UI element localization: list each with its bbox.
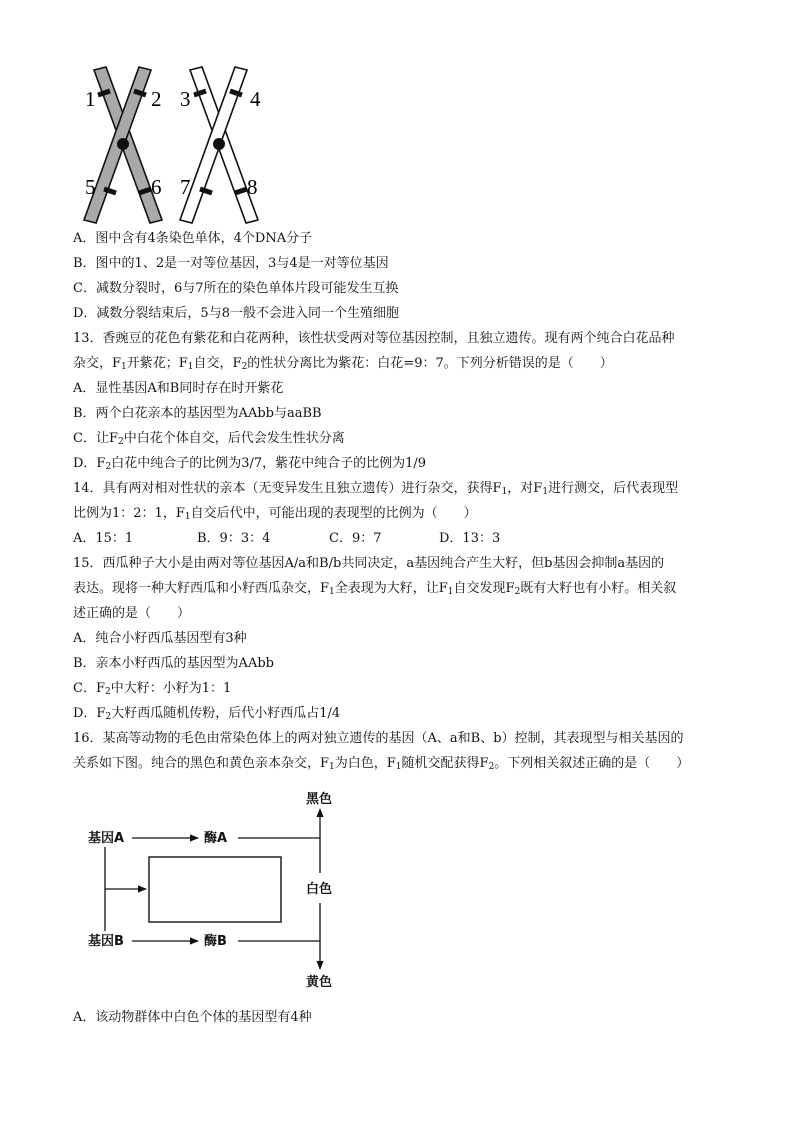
- label-5: 5: [85, 175, 96, 199]
- q13-option-b: B．两个白花亲本的基因型为AAbb与aaBB: [73, 406, 322, 421]
- pathway-diagram: [80, 785, 350, 995]
- q12-option-b: B．图中的1、2是一对等位基因，3与4是一对等位基因: [73, 256, 389, 271]
- q15-option-b: B．亲本小籽西瓜的基因型为AAbb: [73, 656, 274, 671]
- q14-stem-line1: 14．具有两对相对性状的亲本（无变异发生且独立遗传）进行杂交，获得$F_1$，对$F_1$进行测交，后代表现型: [73, 481, 679, 497]
- q14-options: [73, 529, 500, 549]
- q15-stem-line1: 15．西瓜种子大小是由两对等位基因A/a和B/b共同决定，a基因纯合产生大籽，但b基因会抑制a基因的: [73, 556, 665, 571]
- q16-option-a: A．该动物群体中白色个体的基因型有4种: [73, 1010, 312, 1025]
- label-2: 2: [151, 87, 162, 111]
- q12-option-a: A．图中含有4条染色单体，4个DNA分子: [73, 231, 313, 246]
- q12-option-c: C．减数分裂时，6与7所在的染色单体片段可能发生互换: [73, 281, 399, 296]
- q14-option-d: D．13：3: [439, 531, 501, 546]
- q16-stem-line1: 16．某高等动物的毛色由常染色体上的两对独立遗传的基因（A、a和B、b）控制，其表现型与相关基因的: [73, 731, 684, 746]
- q14-option-b: B．9：3：4: [197, 531, 271, 546]
- label-7: 7: [180, 175, 191, 199]
- gene-b-label: 基因B: [88, 934, 124, 949]
- q16-stem-line2: 关系如下图。纯合的黑色和黄色亲本杂交，$F_1$为白色，$F_1$随机交配获得$F_2$。下列相关叙述正确的是（ ）: [73, 756, 690, 772]
- q15-stem-line2: 表达。现将一种大籽西瓜和小籽西瓜杂交，$F_1$全表现为大籽，让$F_1$自交发现$F_2$既有大籽也有小籽。相关叙: [73, 581, 677, 597]
- chromosome-figure: [80, 62, 270, 227]
- q14-stem-line2: 比例为1：2：1，$F_1$自交后代中，可能出现的表现型的比例为（ ）: [73, 506, 477, 522]
- centromere-left: [117, 138, 129, 150]
- gene-a-label: 基因A: [88, 831, 125, 846]
- q13-stem-line2: 杂交，$F_1$开紫花；$F_1$自交，$F_2$的性状分离比为紫花：白花=9：7。下列分析错误的是（ ）: [73, 356, 613, 372]
- q15-option-a: A．纯合小籽西瓜基因型有3种: [73, 631, 247, 646]
- label-1: 1: [85, 87, 96, 111]
- label-3: 3: [180, 87, 191, 111]
- hybrid-box: [149, 857, 281, 922]
- centromere-right: [213, 138, 225, 150]
- q15-option-d: D．$F_2$大籽西瓜随机传粉，后代小籽西瓜占1/4: [73, 706, 341, 722]
- black-label: 黑色: [306, 792, 333, 807]
- yellow-label: 黄色: [306, 975, 333, 990]
- q13-stem-line1: 13．香豌豆的花色有紫花和白花两种，该性状受两对等位基因控制，且独立遗传。现有两个纯合白花品种: [73, 331, 675, 346]
- q14-option-c: C．9：7: [329, 531, 382, 546]
- white-label: 白色: [306, 882, 333, 897]
- label-6: 6: [151, 175, 162, 199]
- q14-option-a: A．15：1: [73, 531, 134, 546]
- enzyme-a-label: 酶A: [204, 831, 228, 846]
- enzyme-b-label: 酶B: [204, 934, 227, 949]
- q13-option-c: C．让$F_2$中白花个体自交，后代会发生性状分离: [73, 431, 345, 447]
- q13-option-a: A．显性基因A和B同时存在时开紫花: [73, 381, 284, 396]
- label-8: 8: [247, 175, 258, 199]
- label-4: 4: [250, 87, 261, 111]
- q13-option-d: D．$F_2$白花中纯合子的比例为3/7，紫花中纯合子的比例为1/9: [73, 456, 427, 472]
- q12-option-d: D．减数分裂结束后，5与8一般不会进入同一个生殖细胞: [73, 306, 399, 321]
- q15-stem-line3: 述正确的是（ ）: [73, 606, 191, 621]
- q15-option-c: C．$F_2$中大籽：小籽为1：1: [73, 681, 232, 697]
